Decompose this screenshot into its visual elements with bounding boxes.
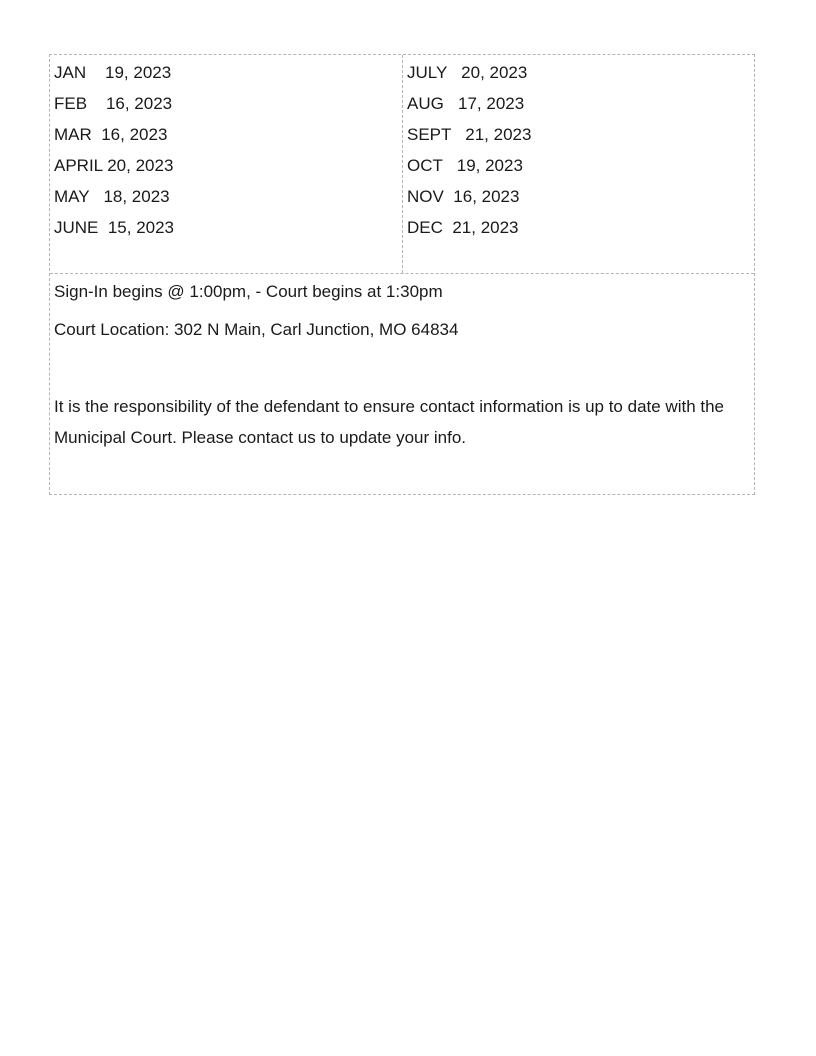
court-info-row bbox=[50, 274, 754, 494]
court-date-july: JULY 20, 2023 bbox=[407, 63, 528, 82]
court-location-text: Court Location: 302 N Main, Carl Junction, MO 64834 bbox=[54, 320, 459, 339]
court-date-june: JUNE 15, 2023 bbox=[54, 218, 175, 237]
dates-column-jul-dec bbox=[403, 55, 754, 273]
court-date-april: APRIL 20, 2023 bbox=[54, 156, 174, 175]
contact-responsibility-text: It is the responsibility of the defendant to ensure contact information is up to date with the Municipal Court. Please contact us to update your info. bbox=[54, 397, 725, 447]
court-date-dec: DEC 21, 2023 bbox=[407, 218, 519, 237]
court-date-mar: MAR 16, 2023 bbox=[54, 125, 168, 144]
court-date-feb: FEB 16, 2023 bbox=[54, 94, 173, 113]
court-date-jan: JAN 19, 2023 bbox=[54, 63, 172, 82]
court-date-may: MAY 18, 2023 bbox=[54, 187, 170, 206]
dates-column-jan-jun bbox=[50, 55, 403, 273]
court-date-aug: AUG 17, 2023 bbox=[407, 94, 525, 113]
court-date-nov: NOV 16, 2023 bbox=[407, 187, 520, 206]
court-dates-row bbox=[50, 55, 754, 274]
court-schedule-table bbox=[49, 54, 755, 495]
court-date-sept: SEPT 21, 2023 bbox=[407, 125, 532, 144]
sign-in-time-text: Sign-In begins @ 1:00pm, - Court begins at 1:30pm bbox=[54, 282, 443, 301]
court-date-oct: OCT 19, 2023 bbox=[407, 156, 523, 175]
